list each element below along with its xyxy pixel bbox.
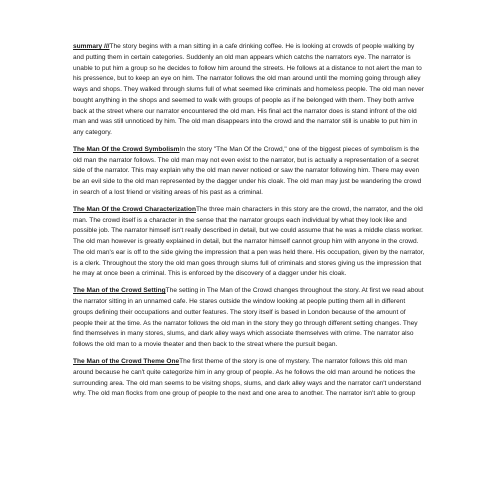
characterization-text: The three main characters in this story are the crowd, the narrator, and the old man. The crowd itself is a character in the sense that the narrator groups each individual by what they look like and possible job. The narrator himself isn't really described in detail, but we could assume that he was a middle class worker. The old man however is greatly explained in detail, but the narrator himself cannot group him with anyone in the crowd. The old man's ear is off to the side giving the impression that a pen was held there. His occupation, given by the narrator, is a clerk. Throughout the story the old man goes through slums full of criminals and stores giving us the impression that he may at once been a criminal. This is enforced by the discovery of a dagger under his cloak.	[73, 205, 425, 278]
summary-heading: summary ///	[73, 43, 110, 50]
setting-paragraph	[73, 286, 427, 351]
symbolism-heading: The Man Of the Crowd Symbolism	[73, 145, 180, 153]
summary-text: The story begins with a man sitting in a cafe drinking coffee. He is looking at crowds of people walking by and putting them in certain categories. Suddenly an old man appears which catchs the narrators eye. The narrator is unable to put him a group so he decides to follow him around the streets. He follows at a distance to not alert the man to his pressence, but to keep an eye on him. The narrator follows the old man around until the morning going through alley ways and shops. They walked through slums full of what seemed like criminals and homeless people. The old man never bought anything in the shops and seemed to walk with groups of people as if he belonged with them. They both arrive back at the street where our narrator encountered the old man. His final act the narrator does is stand infront of the old man and was still unnoticed by him. The old man disappears into the crowd and the narrator still is unable to put him in any category.	[73, 43, 424, 136]
theme-one-heading: The Man of the Crowd Theme One	[73, 358, 180, 365]
characterization-paragraph	[73, 205, 427, 280]
characterization-heading: The Man Of the Crowd Characterization	[73, 205, 196, 213]
theme-one-paragraph	[73, 357, 427, 400]
setting-text: The setting in The Man of the Crowd changes throughout the story. At first we read about the narrator sitting in an unnamed cafe. He stares outside the window looking at people putting them all in different groups defining their occupations and outter features. The story itself is based in London because of the amount of people their at the time. As the narrator follows the old man in the story they go through different setting changes. They find themselves in many stores, slums, and dark alley ways which associate themselves with crime. The narrator also follows the old man to a movie theater and then back to the streat where the pursuit began.	[73, 287, 424, 349]
theme-one-text: The first theme of the story is one of mystery. The narrator follows this old man around because he can't quite categorize him in any group of people. As he follows the old man around he notices the surrounding area. The old man seems to be visitng shops, slums, and dark alley ways and the narrator can't understand why. The old man flocks from one group of people to the next and one area to another. The narrator isn't able to group	[73, 358, 422, 398]
document-page	[73, 42, 427, 406]
summary-paragraph	[73, 42, 427, 139]
symbolism-text: In the story "The Man Of the Crowd," one of the biggest pieces of symbolism is the old man the narrator follows. The old man may not even exist to the narrator, but is actually a representation of a secret side of the narrator. This may explain why the old man never noticed or saw the narrator following him. There may even be an evil side to the old man represented by the dagger under his cloak. The old man may just be wandering the crowd in search of a lost friend or visiting areas of his past as a criminal.	[73, 145, 422, 196]
symbolism-paragraph	[73, 145, 427, 199]
setting-heading: The Man of the Crowd Setting	[73, 287, 166, 295]
